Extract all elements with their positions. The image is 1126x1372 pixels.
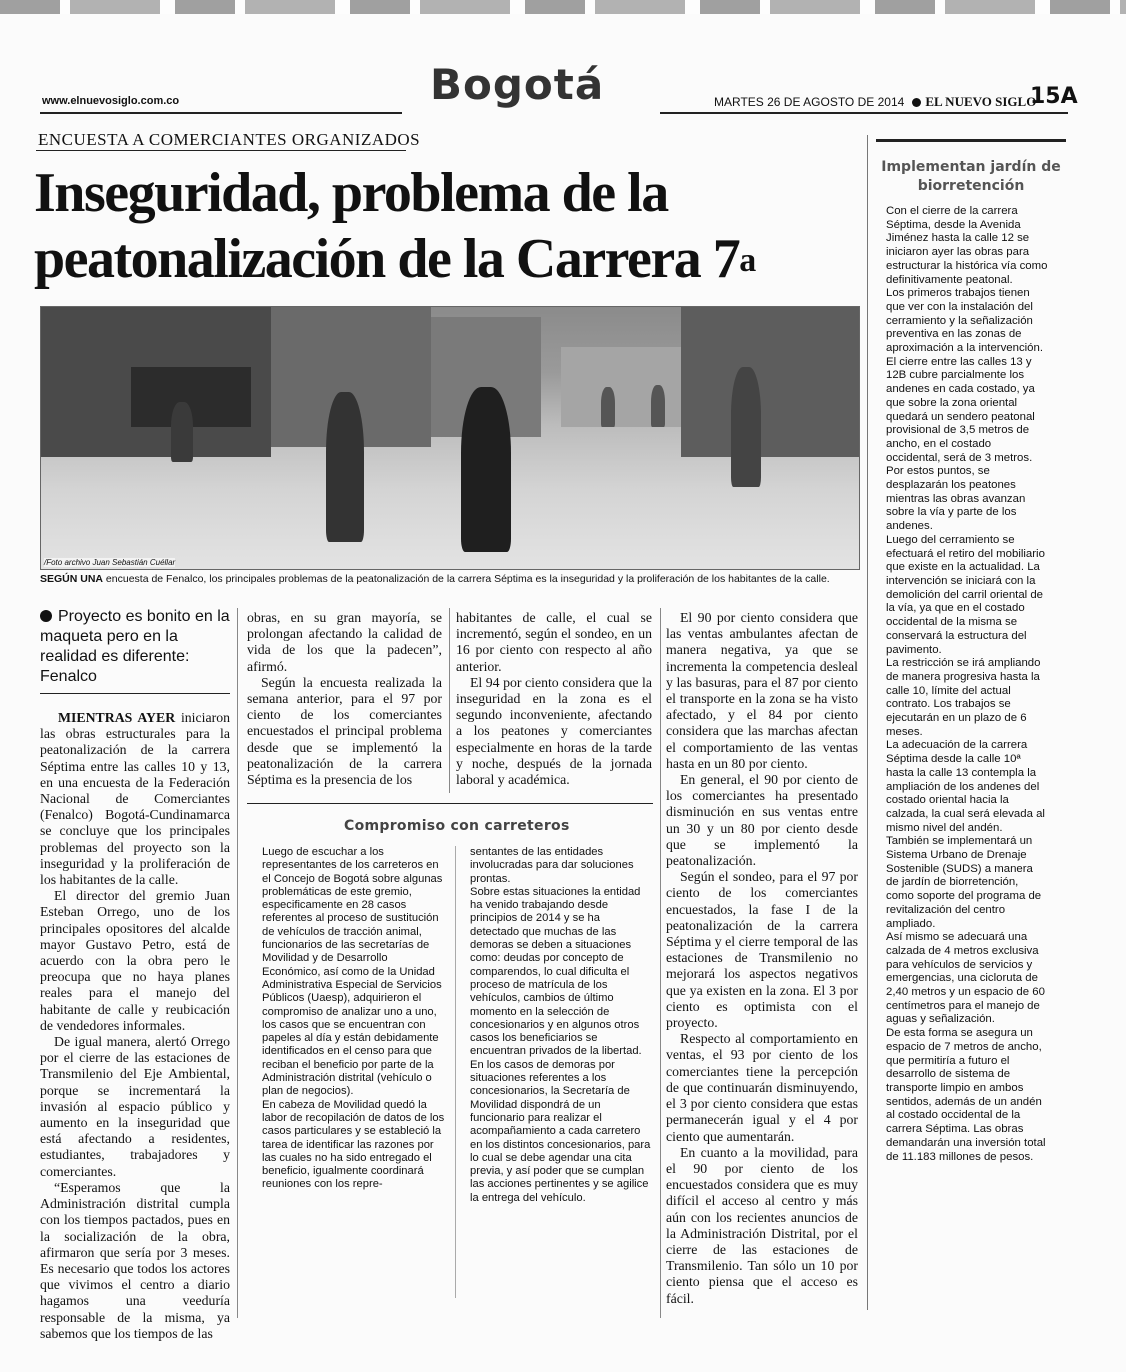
sidebar-paragraph: De esta forma se asegura un espacio de 7 metros de ancho, que permitiría a futuro el desarrollo de sistema de transporte limpio en ambos sentidos, además de un andén al costado occidental de la carrera Séptima. Las obras demandarán una inversión total de 11.183 millones de pesos.: [886, 1027, 1046, 1163]
col4-paragraph: En cuanto a la movilidad, para el 90 por ciento de los encuestados considera que es muy difícil el acceso al centro y más aún con los recientes anuncios de la Administración Distrital, por el cierre de las estaciones de Transmilenio. Tan sólo un 10 por ciento piensa que el acceso es fácil.: [666, 1144, 858, 1306]
box-paragraph: En los casos de demoras por situaciones referentes a los concesionarios, la Secretaría de Movilidad dispondrá de un funcionario para realizar el acompañamiento a cada carretero en los distintos concesionarios, para lo cual se debe agendar una cita previa, y así poder que se cumplan las acciones pertinentes y se agilice la entrega del vehículo.: [470, 1058, 651, 1204]
box-column-1: [262, 846, 447, 1192]
col4-paragraph: Según el sondeo, para el 97 por ciento de los comerciantes encuestados, la fase I de la peatonalización de la carrera Séptima y el cierre temporal de las estaciones de Transmilenio no mejorará los aspectos negativos que ya existen en la zona. El 3 por ciento es optimista con el proyecto.: [666, 869, 858, 1031]
col4-paragraph: El 90 por ciento considera que las ventas ambulantes afectan de manera negativa, ya que se incrementa la competencia desleal y las basuras, para el 87 por ciento el transporte en la zona se ha visto afectado, y el 84 por ciento considera que las marchas afectan el comportamiento de las ventas hasta en un 80 por ciento.: [666, 610, 858, 771]
sidebar-top-rule: [876, 139, 1066, 142]
bullet-icon: [40, 610, 52, 622]
site-url: www.elnuevosiglo.com.co: [42, 95, 180, 107]
sidebar-paragraph: Así mismo se adecuará una calzada de 4 metros exclusiva para vehículos de servicios y emergencias, una cicloruta de 2,40 metros y un espacio de 60 centímetros para el manejo de aguas y señalización.: [886, 931, 1045, 1026]
article-column-4: [666, 610, 858, 1307]
photo-caption: [40, 573, 858, 586]
lede-text: Proyecto es bonito en la maqueta pero en la realidad es diferente: Fenalco: [40, 608, 230, 685]
col2-paragraph: Según la encuesta realizada la semana anterior, para el 97 por ciento de los comerciantes encuestados el principal problema desde que se implementó la peatonalización de la carrera Séptima es la presencia de los: [247, 674, 442, 788]
sidebar-paragraph: La adecuación de la carrera Séptima desde la calle 10ª hasta la calle 13 contempla la ampliación de los andenes del costado oriental hacia la calzada, la cual será elevada al mismo nivel del andén.: [886, 739, 1045, 834]
masthead-rule-left: [40, 112, 402, 114]
masthead-rule-right: [660, 112, 1068, 114]
col1-paragraph: De igual manera, alertó Orrego por el cierre de las estaciones de Transmilenio del Eje Ambiental, porque se incrementará la invasión al espacio público y aumento en la inseguridad que está afectando a residentes, estudiantes, trabajadores y comerciantes.: [40, 1034, 230, 1179]
box-paragraph: sentantes de las entidades involucradas para dar soluciones prontas.: [470, 846, 634, 885]
article-kicker: ENCUESTA A COMERCIANTES ORGANIZADOS: [38, 130, 421, 149]
runin-lead: MIENTRAS AYER: [58, 710, 176, 725]
sidebar-divider: [867, 135, 868, 1310]
issue-date: [714, 94, 1036, 110]
col4-paragraph: En general, el 90 por ciento de los comerciantes ha presentado disminución en sus ventas entre un 30 y un 80 por ciento desde que se implementó la peatonalización.: [666, 772, 858, 869]
box-paragraph: Sobre estas situaciones la entidad ha venido trabajando desde principios de 2014 y se ha detectado que muchas de las demoras se deben a situaciones como: deudas por concepto de comparendos, lo cual dificulta el proceso de matrícula de los vehículos, cambios de último momento en la selección de concesionarios y en algunos otros casos los beneficiarios se encuentran privados de la libertad.: [470, 885, 642, 1058]
col3-paragraph: habitantes de calle, el cual se incrementó, según el sondeo, en un 16 por ciento con respecto al año anterior.: [456, 610, 652, 674]
col1-paragraph: “Esperamos que la Administración distrital cumpla con los tiempos pactados, pues en la socialización de la obra, afirmaron que sería por 3 meses. Es necesario que todos los actores que vivimos el centro a diario hagamos una veeduría responsable de la misma, ya sabemos que los tiempos de las: [40, 1179, 230, 1341]
article-column-3: [456, 610, 652, 788]
page-number: 15A: [1030, 84, 1078, 109]
caption-text: encuesta de Fenalco, los principales problemas de la peatonalización de la carrera Séptima es la inseguridad y la proliferación de los habitantes de la calle.: [103, 573, 830, 585]
article-column-1: [40, 710, 230, 1342]
box-paragraph: En cabeza de Movilidad quedó la labor de recopilación de datos de los casos particulares y se estableció la tarea de identificar las razones por las cuales no ha sido entregado el beneficio, igualmente coordinará reuniones con los repre-: [262, 1098, 445, 1191]
article-headline: [34, 160, 864, 292]
col1-paragraph: iniciaron las obras estructurales para la peatonalización de la carrera Séptima entre las calles 10 y 13, en una encuesta de la Federación Nacional de Comerciantes (Fenalco) Bogotá-Cundinamarca se concluye que los principales problemas del proyecto son la inseguridad y la proliferación de los habitantes de la calle.: [40, 710, 230, 888]
box-column-2: [470, 846, 652, 1205]
kicker-rule: [36, 150, 406, 151]
sidebar-paragraph: También se implementará un Sistema Urbano de Drenaje Sostenible (SUDS) a manera de jardín de biorretención, como soporte del programa de revitalización del centro ampliado.: [886, 835, 1042, 930]
date-text: MARTES 26 DE AGOSTO DE 2014: [714, 95, 905, 109]
box-top-rule: [247, 803, 653, 804]
col2-paragraph: obras, en su gran mayoría, se prolongan afectando la calidad de vida de los que la padecen”, afirmó.: [247, 610, 442, 674]
col4-paragraph: Respecto al comportamiento en ventas, el 93 por ciento de los comerciantes tiene la percepción de que continuarán disminuyendo, el 3 por ciento considera que estas permanecerán igual y el 4 por ciento que aumentarán.: [666, 1031, 858, 1144]
photo-credit: /Foto archivo Juan Sebastián Cuéllar: [44, 558, 176, 567]
bullet-icon: [912, 98, 921, 107]
headline-superscript: a: [739, 242, 755, 279]
column-divider: [237, 608, 238, 1318]
sidebar-paragraph: Luego del cerramiento se efectuará el retiro del mobiliario que existe en la actualidad. La intervención se iniciará con la demolición del carril oriental de la vía, ya que en el costado occidental de la misma se conservará la estructura del pavimento.: [886, 533, 1045, 656]
col1-paragraph: El director del gremio Juan Esteban Orrego, uno de los principales opositores del alcalde mayor Gustavo Petro, está de acuerdo con la obra pero le preocupa que no haya planes reales para el manejo del habitante de calle y reubicación de vendedores informales.: [40, 888, 230, 1033]
box-paragraph: Luego de escuchar a los representantes de los carreteros en el Concejo de Bogotá sobre algunas problemáticas de este gremio, especificamente en 28 casos referentes al proceso de sustitución de vehículos de tracción animal, funcionarios de las secretarías de Movilidad y de Desarrollo Económico, así como de la Unidad Administrativa Especial de Servicios Públicos (Uaesp), adquirieron el compromiso de analizar uno a uno, los casos que se encuentran con papeles al día y están debidamente identificados en el censo para que reciban el beneficio por parte de la Administración distrital (vehículo o plan de negocios).: [262, 846, 443, 1098]
sidebar-paragraph: Los primeros trabajos tienen que ver con la instalación del cerramiento y la señalización preventiva en las zonas de aproximación a la intervención. El cierre entre las calles 13 y 12B cubre parcialmente los andenes en cada costado, ya que sobre la zona oriental quedará un sendero peatonal provisional de 3,5 metros de ancho, en el costado occidental, será de 3 metros. Por estos puntos, se desplazarán los peatones mientras las obras avanzan sobre la vía y parte de los andenes.: [886, 287, 1044, 533]
article-lede: [40, 607, 230, 687]
article-column-2: [247, 610, 442, 788]
col3-paragraph: El 94 por ciento considera que la inseguridad en la zona es el segundo inconveniente, afectando a los peatones y comerciantes especialmente en horas de la tarde y noche, después de la jornada laboral y académica.: [456, 674, 652, 788]
article-photo: [40, 306, 860, 570]
column-divider: [449, 608, 450, 793]
headline-text: Inseguridad, problema de la peatonalización de la Carrera 7: [34, 162, 740, 290]
sidebar-paragraph: Con el cierre de la carrera Séptima, desde la Avenida Jiménez hasta la calle 12 se iniciaron ayer las obras para estructurar la histórica vía como definitivamente peatonal.: [886, 205, 1048, 286]
sidebar-title: Implementan jardín de biorretención: [881, 159, 1061, 194]
lede-rule: [40, 693, 230, 694]
caption-lead: SEGÚN UNA: [40, 573, 104, 585]
sidebar-paragraph: La restricción se irá ampliando de manera progresiva hasta la calle 10, límite del actual contrato. Los trabajos se ejecutarán en un plazo de 6 meses.: [886, 657, 1041, 738]
section-title: Bogotá: [430, 60, 605, 109]
newspaper-brand: EL NUEVO SIGLO: [925, 94, 1037, 109]
box-divider: [455, 846, 456, 1298]
sidebar-body: [886, 205, 1048, 1164]
top-scan-band: [0, 0, 1126, 14]
box-title: Compromiso con carreteros: [344, 818, 570, 834]
column-divider: [660, 608, 661, 1318]
